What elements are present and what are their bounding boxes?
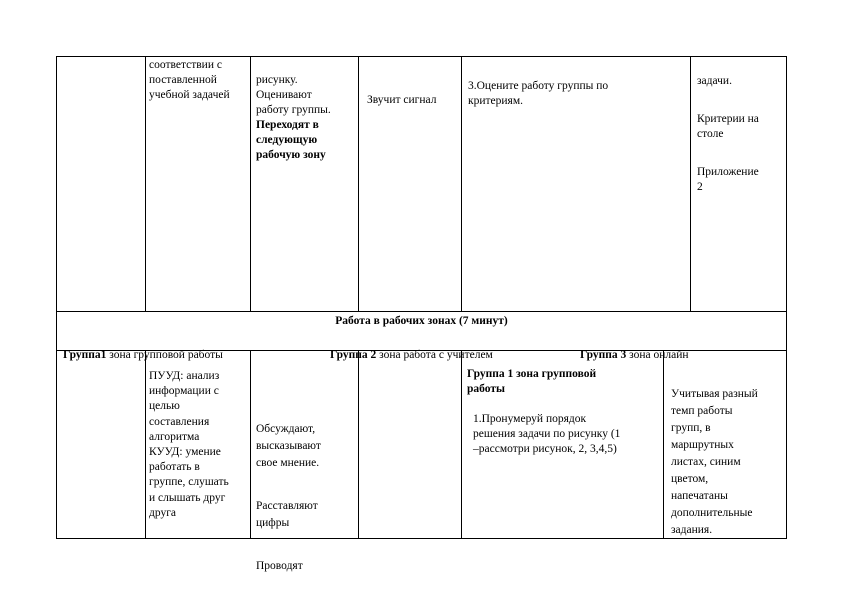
group1-zone: зона групповой работы xyxy=(106,349,223,361)
section-title: Работа в рабочих зонах (7 минут) xyxy=(335,315,508,327)
activity-text: рисунку. Оценивают работу группы. xyxy=(256,74,331,116)
col-divider xyxy=(250,350,251,539)
task-heading: Группа 1 зона групповой работы xyxy=(467,368,597,395)
notes-paragraph: Критерии на столе xyxy=(697,113,759,140)
col-divider xyxy=(461,350,462,539)
goal-cell: соответствии с поставленной учебной задачей xyxy=(149,59,230,101)
col-divider xyxy=(145,350,146,539)
activity-paragraph: Обсуждают, высказывают свое мнение. xyxy=(256,423,321,469)
group3-zone: зона онлайн xyxy=(626,349,689,361)
group1-name: Группа1 xyxy=(63,349,107,361)
row-divider-1 xyxy=(56,311,787,312)
signal-cell: Звучит сигнал xyxy=(367,94,437,106)
col-divider xyxy=(690,56,691,311)
activity-bold-text: Переходят в следующую рабочую зону xyxy=(256,119,326,161)
notes-cell: Учитывая разный темп работы групп, в маршрутных листах, синим цветом, напечатаны дополнительные задания. xyxy=(671,388,758,536)
col-divider xyxy=(358,56,359,311)
group1-label xyxy=(63,333,223,363)
activity-paragraph: Проводят xyxy=(256,560,303,572)
group2-zone: зона работа с учителем xyxy=(376,349,493,361)
notes-paragraph: Приложение 2 xyxy=(697,166,759,193)
task-cell: 3.Оцените работу группы по критериям. xyxy=(468,80,609,107)
col-divider xyxy=(250,56,251,311)
group2-name: Группа 2 xyxy=(330,349,377,361)
activity-paragraph: Расставляют цифры xyxy=(256,500,318,529)
table-border-right xyxy=(786,56,787,539)
col-divider xyxy=(461,56,462,311)
group3-name: Группа 3 xyxy=(580,349,627,361)
notes-paragraph: задачи. xyxy=(697,75,732,87)
col-divider xyxy=(663,350,664,539)
task-text: 1.Пронумеруй порядок решения задачи по рисунку (1 –рассмотри рисунок, 2, 3,4,5) xyxy=(473,413,621,455)
task-cell xyxy=(467,352,661,472)
skills-cell: ПУУД: анализ информации с целью составления алгоритма КУУД: умение работать в группе, слушать и слышать друг друга xyxy=(149,370,229,519)
notes-cell xyxy=(697,59,783,210)
table-border-left xyxy=(56,56,57,539)
col-divider xyxy=(358,350,359,539)
student-activity-cell xyxy=(256,404,356,592)
student-activity-cell xyxy=(256,58,356,163)
col-divider xyxy=(145,56,146,311)
table-border-top xyxy=(56,56,787,57)
